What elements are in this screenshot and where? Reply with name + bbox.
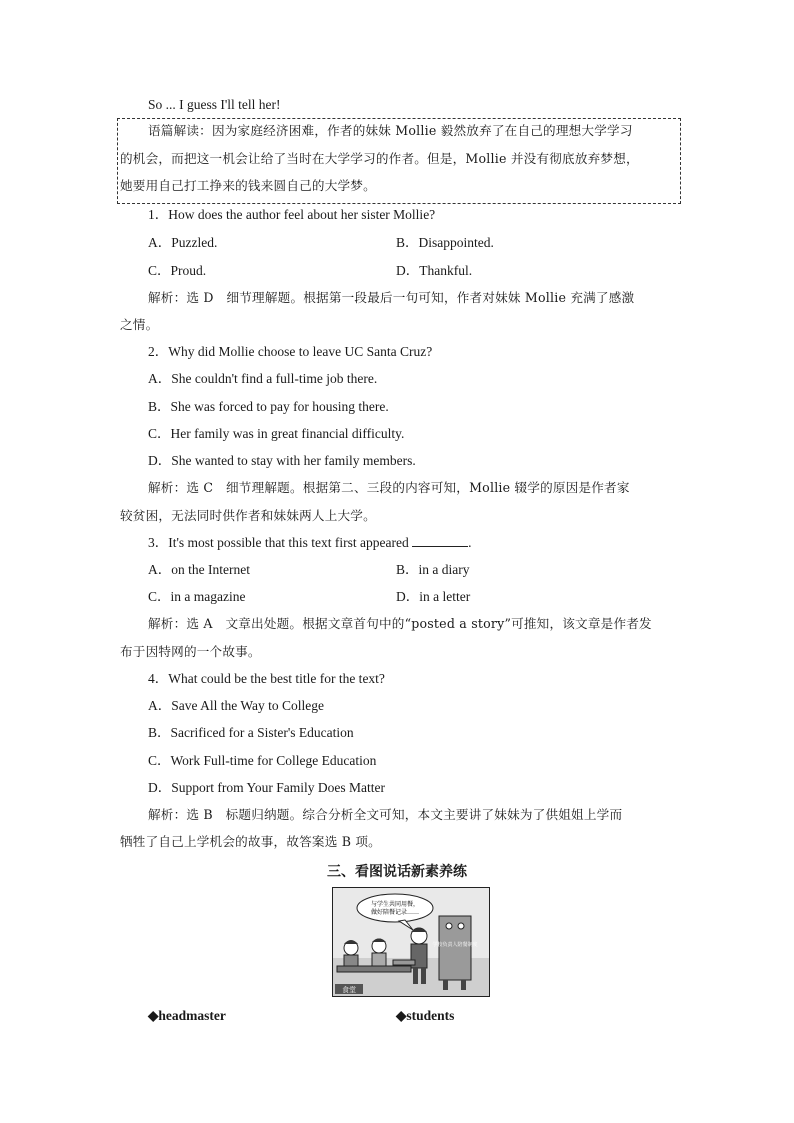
q4-explanation-1: 解析：选 B 标题归纳题。综合分析全文可知，本文主要讲了妹妹为了供姐姐上学而: [148, 807, 623, 822]
q3-explanation-2: 布于因特网的一个故事。: [120, 644, 261, 659]
floor-label: 食堂: [342, 986, 356, 994]
q2-explanation-1: 解析：选 C 细节理解题。根据第二、三段的内容可知，Mollie 辍学的原因是作者家: [148, 480, 630, 495]
q2-option-a: A．She couldn't find a full-time job there.: [148, 371, 378, 386]
q4-option-c: C．Work Full-time for College Education: [148, 753, 377, 768]
q2-option-c: C．Her family was in great financial difficulty.: [148, 426, 405, 441]
book-label: 学校负责人陪餐制度: [432, 942, 478, 948]
q1-explanation-1: 解析：选 D 细节理解题。根据第一段最后一句可知，作者对妹妹 Mollie 充满了感激: [148, 290, 635, 305]
summary-line-3: 她要用自己打工挣来的钱来圆自己的大学梦。: [120, 178, 376, 193]
summary-line-2: 的机会，而把这一机会让给了当时在大学学习的作者。但是，Mollie 并没有彻底放弃梦想，: [120, 151, 639, 166]
cartoon-drawing: [333, 888, 489, 996]
q2-explanation-2: 较贫困，无法同时供作者和妹妹两人上大学。: [120, 508, 376, 523]
q4-option-d: D．Support from Your Family Does Matter: [148, 780, 385, 795]
q1-explanation-2: 之情。: [120, 317, 159, 332]
bubble-line-2: 做好陪餐记录……: [370, 909, 420, 916]
bubble-line-1: 与学生共同用餐，: [370, 901, 420, 908]
q4-explanation-2: 牺牲了自己上学机会的故事，故答案选 B 项。: [120, 834, 381, 849]
q3-option-d: D．in a letter: [396, 589, 471, 604]
q3-option-a: A．on the Internet: [148, 562, 250, 577]
keyword-headmaster: ◆headmaster: [148, 1008, 226, 1023]
q2-option-b: B．She was forced to pay for housing there.: [148, 399, 389, 414]
question-4: 4．What could be the best title for the text?: [148, 671, 385, 686]
q4-option-a: A．Save All the Way to College: [148, 698, 325, 713]
q1-option-a: A．Puzzled.: [148, 235, 218, 250]
question-3-text: 3．It's most possible that this text first appeared: [148, 535, 409, 550]
keyword-students: ◆students: [396, 1008, 455, 1023]
section-heading: 三、看图说话新素养练: [327, 864, 467, 880]
question-3: 3．It's most possible that this text first appeared .: [148, 535, 472, 550]
q2-option-d: D．She wanted to stay with her family members.: [148, 453, 416, 468]
cartoon-illustration: [332, 887, 490, 997]
q4-option-b: B．Sacrificed for a Sister's Education: [148, 725, 354, 740]
q1-option-d: D．Thankful.: [396, 263, 473, 278]
question-2: 2．Why did Mollie choose to leave UC Santa Cruz?: [148, 344, 433, 359]
q3-explanation-1: 解析：选 A 文章出处题。根据文章首句中的“posted a story”可推知，该文章是作者发: [148, 616, 652, 631]
answer-blank: [412, 534, 468, 547]
passage-last-line: So ... I guess I'll tell her!: [148, 97, 281, 112]
q3-option-b: B．in a diary: [396, 562, 470, 577]
summary-line-1: 语篇解读：因为家庭经济困难，作者的妹妹 Mollie 毅然放弃了在自己的理想大学学习: [148, 123, 633, 138]
q1-option-b: B．Disappointed.: [396, 235, 494, 250]
question-1: 1．How does the author feel about her sister Mollie?: [148, 207, 436, 222]
q1-option-c: C．Proud.: [148, 263, 207, 278]
q3-option-c: C．in a magazine: [148, 589, 246, 604]
